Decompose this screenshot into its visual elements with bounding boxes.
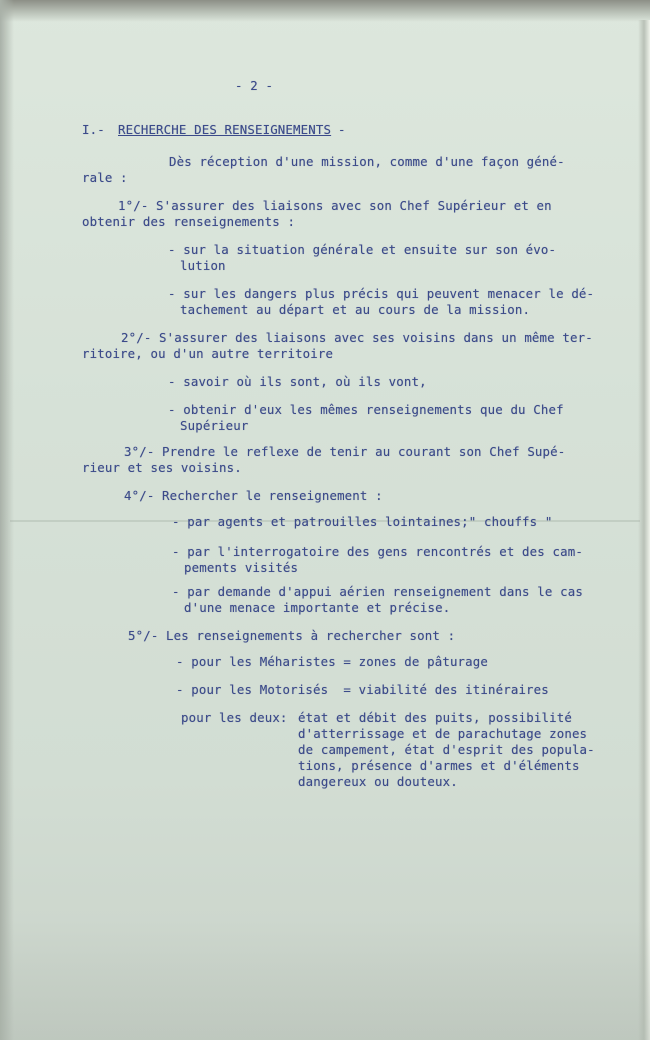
item5-both-line-4: tions, présence d'armes et d'éléments (298, 758, 580, 773)
item1-line-1: 1°/- S'assurer des liaisons avec son Chef Supérieur et en (118, 198, 552, 213)
item5-both-line-3: de campement, état d'esprit des popula- (298, 742, 595, 757)
paper-right-edge (638, 20, 650, 1040)
item5-both-line-2: d'atterrissage et de parachutage zones (298, 726, 588, 741)
page-number: - 2 - (235, 78, 274, 93)
item4-bullet-2a: - par l'interrogatoire des gens rencontrés et des cam- (172, 544, 583, 559)
item2-bullet-1: - savoir où ils sont, où ils vont, (168, 374, 427, 389)
item4-bullet-1: - par agents et patrouilles lointaines;" chouffs " (172, 514, 553, 529)
item4-bullet-2b: pements visités (184, 560, 299, 575)
item5-both-line-5: dangereux ou douteux. (298, 774, 458, 789)
item2-bullet-2b: Supérieur (180, 418, 249, 433)
item2-line-1: 2°/- S'assurer des liaisons avec ses voisins dans un même ter- (121, 330, 593, 345)
item2-line-2: ritoire, ou d'un autre territoire (82, 346, 334, 361)
item4-bullet-3b: d'une menace importante et précise. (184, 600, 451, 615)
section-title-dash: - (338, 122, 346, 137)
item5-both-line-1: état et débit des puits, possibilité (298, 710, 572, 725)
item5-both-label: pour les deux: (181, 710, 288, 725)
item1-bullet-2a: - sur les dangers plus précis qui peuvent menacer le dé- (168, 286, 595, 301)
item1-bullet-1b: lution (180, 258, 226, 273)
item2-bullet-2a: - obtenir d'eux les mêmes renseignements que du Chef (168, 402, 564, 417)
item3-line-2: rieur et ses voisins. (82, 460, 242, 475)
paper-bottom-shade (0, 920, 650, 1040)
section-number: I.- (82, 122, 105, 137)
intro-line-1: Dès réception d'une mission, comme d'une façon géné- (169, 154, 565, 169)
item5-bullet-2: - pour les Motorisés = viabilité des itinéraires (176, 682, 549, 697)
item3-line-1: 3°/- Prendre le reflexe de tenir au courant son Chef Supé- (124, 444, 566, 459)
item4-line-1: 4°/- Rechercher le renseignement : (124, 488, 383, 503)
paper-top-edge (0, 0, 650, 22)
item1-bullet-1a: - sur la situation générale et ensuite sur son évo- (168, 242, 557, 257)
item1-line-2: obtenir des renseignements : (82, 214, 296, 229)
section-title: RECHERCHE DES RENSEIGNEMENTS (118, 122, 332, 137)
item5-line-1: 5°/- Les renseignements à rechercher sont : (128, 628, 456, 643)
item4-bullet-3a: - par demande d'appui aérien renseignement dans le cas (172, 584, 583, 599)
intro-line-2: rale : (82, 170, 128, 185)
item5-bullet-1: - pour les Méharistes = zones de pâturage (176, 654, 489, 669)
item1-bullet-2b: tachement au départ et au cours de la mission. (180, 302, 531, 317)
